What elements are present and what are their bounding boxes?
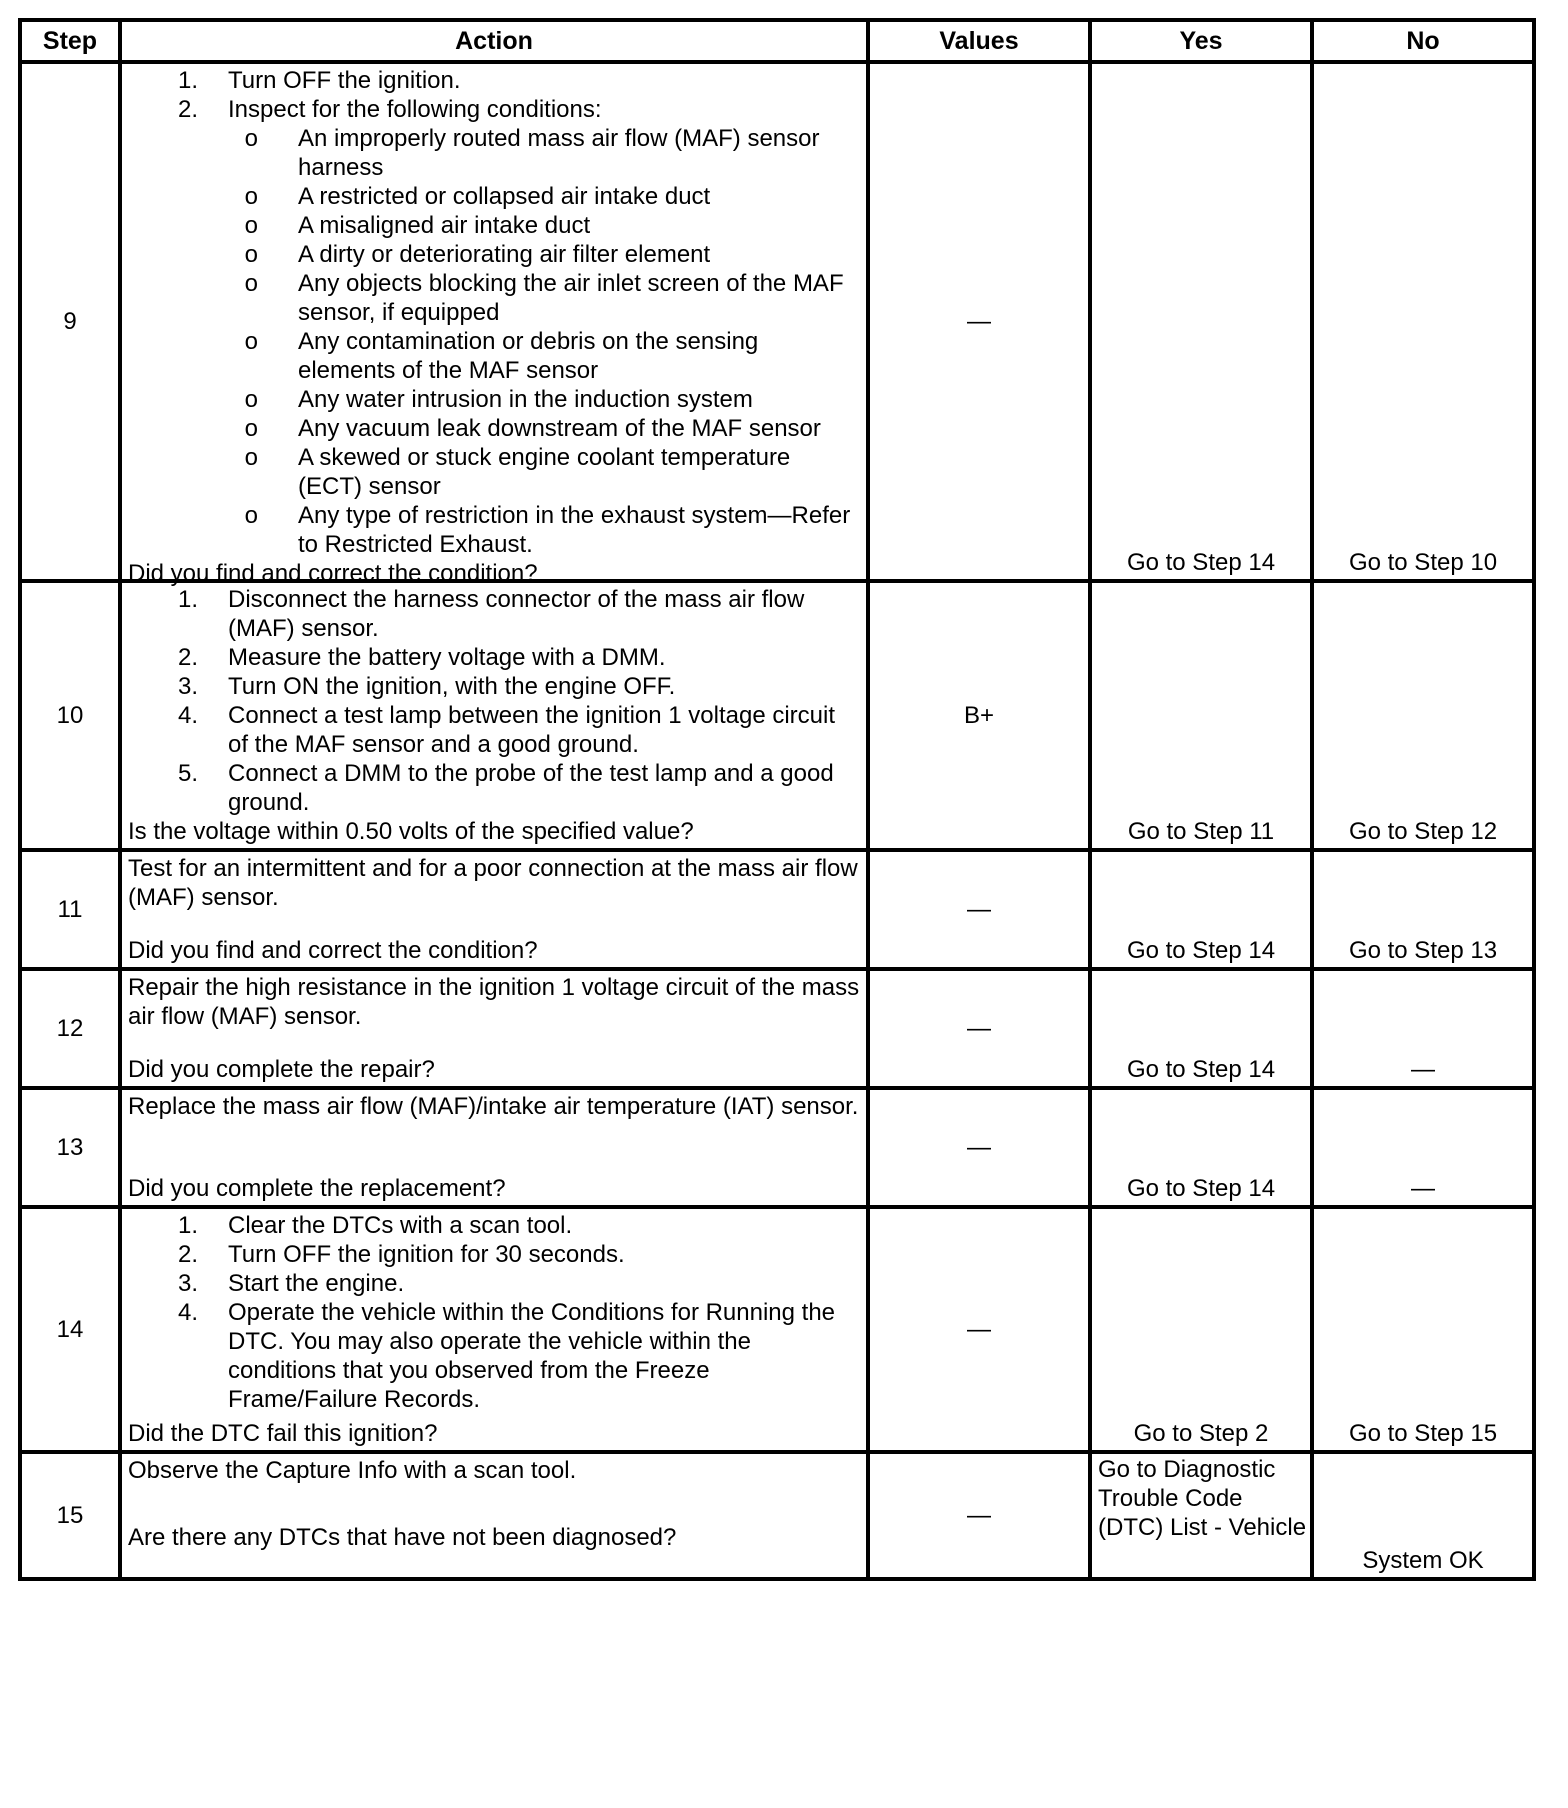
no-cell: Go to Step 12 — [1312, 581, 1534, 850]
step-number: 12 — [20, 969, 120, 1088]
no-cell: Go to Step 10 — [1312, 62, 1534, 581]
values-cell: — — [868, 1452, 1090, 1579]
bullet-item: o Any vacuum leak downstream of the MAF sensor — [244, 415, 821, 442]
table-row — [20, 850, 1534, 969]
bullet-item: o Any contamination or debris on the sensing elements of the MAF sensor — [244, 328, 759, 384]
header-row — [20, 20, 1534, 62]
table-row — [20, 581, 1534, 850]
step-number: 14 — [20, 1207, 120, 1452]
numbered-item: 4. Connect a test lamp between the ignition 1 voltage circuit of the MAF sensor and a good ground. — [177, 702, 836, 758]
step-number: 11 — [20, 850, 120, 969]
header-yes: Yes — [1090, 20, 1312, 62]
numbered-item: 1. Clear the DTCs with a scan tool. — [177, 1212, 573, 1239]
numbered-item: 1. Disconnect the harness connector of the mass air flow (MAF) sensor. — [177, 586, 805, 642]
diagnostic-table — [18, 18, 1536, 1581]
no-cell: — — [1312, 969, 1534, 1088]
header-no: No — [1312, 20, 1534, 62]
yes-cell: Go to Step 14 — [1090, 969, 1312, 1088]
bullet-item: o A dirty or deteriorating air filter element — [244, 241, 711, 268]
action-question: Did you find and correct the condition? — [128, 937, 538, 964]
step-number: 9 — [20, 62, 120, 581]
action-cell — [120, 969, 868, 1088]
action-text: Replace the mass air flow (MAF)/intake air temperature (IAT) sensor. — [128, 1093, 859, 1120]
bullet-item: o Any objects blocking the air inlet screen of the MAF sensor, if equipped — [244, 270, 844, 326]
table-row — [20, 1088, 1534, 1207]
header-step: Step — [20, 20, 120, 62]
header-action: Action — [120, 20, 868, 62]
yes-cell: Go to Step 14 — [1090, 62, 1312, 581]
table-row — [20, 1452, 1534, 1579]
table-row — [20, 62, 1534, 581]
no-cell: Go to Step 13 — [1312, 850, 1534, 969]
action-question: Did you find and correct the condition? — [128, 560, 538, 587]
bullet-item: o Any type of restriction in the exhaust system—Refer to Restricted Exhaust. — [244, 502, 851, 558]
values-cell: — — [868, 969, 1090, 1088]
action-cell — [120, 1452, 868, 1579]
values-cell: B+ — [868, 581, 1090, 850]
action-question: Did you complete the repair? — [128, 1056, 435, 1083]
numbered-item: 5. Connect a DMM to the probe of the test lamp and a good ground. — [177, 760, 834, 816]
action-cell — [120, 581, 868, 850]
action-cell — [120, 850, 868, 969]
numbered-item: 3. Start the engine. — [177, 1270, 405, 1297]
action-text: Test for an intermittent and for a poor connection at the mass air flow (MAF) sensor. — [128, 855, 858, 911]
no-cell: — — [1312, 1088, 1534, 1207]
numbered-item: 2. Measure the battery voltage with a DMM. — [177, 644, 666, 671]
numbered-item: 2. Turn OFF the ignition for 30 seconds. — [177, 1241, 625, 1268]
action-text: Observe the Capture Info with a scan tool. — [128, 1457, 577, 1484]
bullet-item: o A misaligned air intake duct — [244, 212, 591, 239]
action-cell — [120, 1088, 868, 1207]
numbered-item: 4. Operate the vehicle within the Conditions for Running the DTC. You may also operate the vehicle within the conditions that you observed from the Freeze Frame/Failure Records. — [177, 1299, 836, 1413]
yes-cell: Go to Step 11 — [1090, 581, 1312, 850]
bullet-item: o A restricted or collapsed air intake duct — [244, 183, 711, 210]
action-question: Is the voltage within 0.50 volts of the specified value? — [128, 818, 694, 845]
bullet-item: o An improperly routed mass air flow (MAF) sensor harness — [244, 125, 820, 181]
values-cell: — — [868, 62, 1090, 581]
values-cell: — — [868, 1207, 1090, 1452]
values-cell: — — [868, 850, 1090, 969]
action-cell — [120, 62, 868, 587]
action-question: Are there any DTCs that have not been diagnosed? — [128, 1524, 677, 1551]
no-cell: System OK — [1312, 1452, 1534, 1579]
step-number: 13 — [20, 1088, 120, 1207]
action-cell — [120, 1207, 868, 1452]
action-text: Repair the high resistance in the ignition 1 voltage circuit of the mass air flow (MAF) sensor. — [128, 974, 860, 1030]
yes-cell: Go to Diagnostic Trouble Code (DTC) List - Vehicle — [1090, 1452, 1312, 1579]
bullet-item: o A skewed or stuck engine coolant temperature (ECT) sensor — [244, 444, 791, 500]
table-row — [20, 1207, 1534, 1452]
bullet-item: o Any water intrusion in the induction system — [244, 386, 753, 413]
step-number: 10 — [20, 581, 120, 850]
action-question: Did you complete the replacement? — [128, 1175, 506, 1202]
numbered-item: 3. Turn ON the ignition, with the engine OFF. — [177, 673, 676, 700]
no-cell: Go to Step 15 — [1312, 1207, 1534, 1452]
header-values: Values — [868, 20, 1090, 62]
yes-cell: Go to Step 14 — [1090, 1088, 1312, 1207]
numbered-item: 1. Turn OFF the ignition. — [177, 67, 461, 94]
yes-cell: Go to Step 2 — [1090, 1207, 1312, 1452]
numbered-item: 2. Inspect for the following conditions: — [177, 96, 602, 123]
step-number: 15 — [20, 1452, 120, 1579]
values-cell: — — [868, 1088, 1090, 1207]
action-question: Did the DTC fail this ignition? — [128, 1420, 438, 1447]
table-row — [20, 969, 1534, 1088]
yes-cell: Go to Step 14 — [1090, 850, 1312, 969]
